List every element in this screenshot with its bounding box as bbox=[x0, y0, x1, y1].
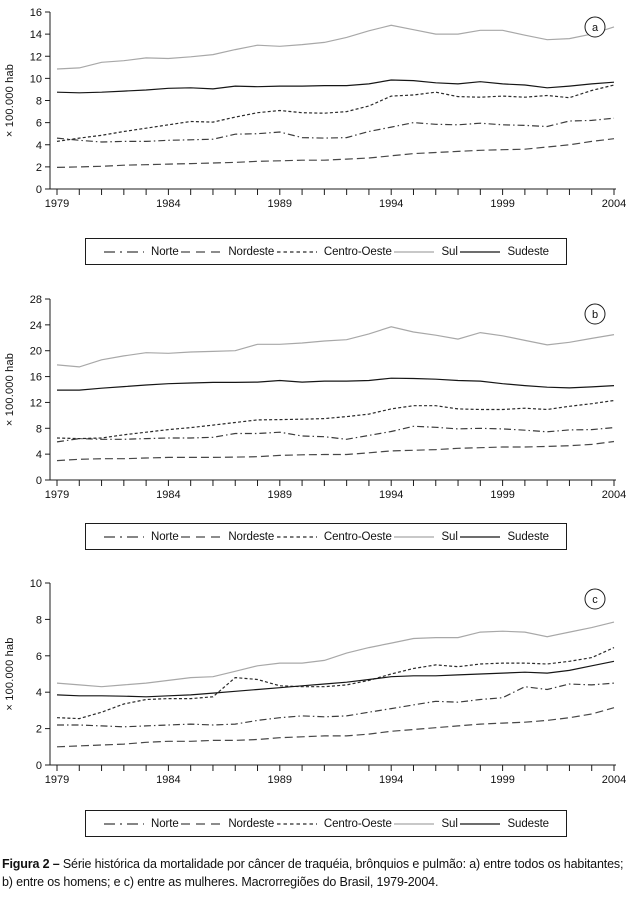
legend-item-norte bbox=[103, 531, 179, 543]
legend-item-centro-oeste bbox=[276, 246, 392, 258]
series-line-centro-oeste bbox=[57, 85, 614, 141]
sudeste-line-icon bbox=[459, 819, 501, 829]
y-tick-label: 0 bbox=[35, 475, 42, 487]
legend-box-b bbox=[85, 523, 567, 550]
x-tick-label: 1989 bbox=[267, 198, 293, 210]
y-axis-title: × 100.000 hab bbox=[4, 352, 16, 427]
sul-line-icon bbox=[393, 532, 435, 542]
legend-label-nordeste: Nordeste bbox=[228, 530, 275, 543]
y-tick-label: 20 bbox=[29, 345, 42, 358]
sul-line-icon bbox=[393, 247, 435, 257]
x-tick-label: 1984 bbox=[156, 489, 181, 501]
panel-label-a: a bbox=[591, 22, 599, 34]
sudeste-line-icon bbox=[459, 532, 501, 542]
x-tick-label: 1994 bbox=[378, 489, 404, 501]
series-line-sul bbox=[57, 25, 614, 69]
figure-caption bbox=[2, 855, 634, 891]
legend-label-sul: Sul bbox=[441, 530, 458, 543]
legend-item-sul bbox=[393, 818, 457, 830]
legend-label-norte: Norte bbox=[151, 530, 179, 543]
x-tick-label: 1989 bbox=[267, 774, 293, 786]
legend-item-sudeste bbox=[459, 818, 549, 830]
y-axis-title: × 100.000 hab bbox=[4, 637, 16, 711]
legend-label-sul: Sul bbox=[441, 245, 458, 258]
legend-item-norte bbox=[103, 246, 179, 258]
legend-item-sudeste bbox=[459, 246, 549, 258]
caption-label: Figura 2 – bbox=[2, 857, 60, 871]
series-line-norte bbox=[57, 118, 614, 142]
chart-panel-c bbox=[0, 570, 634, 802]
legend-label-sudeste: Sudeste bbox=[507, 245, 549, 258]
x-tick-label: 2004 bbox=[601, 489, 627, 501]
series-line-sul bbox=[57, 622, 614, 687]
legend-label-nordeste: Nordeste bbox=[228, 245, 275, 258]
y-tick-label: 12 bbox=[29, 51, 42, 64]
centro-oeste-line-icon bbox=[276, 819, 318, 829]
legend-item-norte bbox=[103, 818, 179, 830]
norte-line-icon bbox=[103, 819, 145, 829]
legend-box-a bbox=[85, 238, 567, 265]
chart-panel-a bbox=[0, 0, 634, 228]
nordeste-line-icon bbox=[180, 819, 222, 829]
legend-item-sul bbox=[393, 531, 457, 543]
x-tick-label: 1994 bbox=[378, 198, 404, 210]
y-tick-label: 6 bbox=[35, 650, 42, 663]
legend-item-centro-oeste bbox=[276, 531, 392, 543]
y-tick-label: 16 bbox=[29, 7, 42, 19]
centro-oeste-line-icon bbox=[276, 532, 318, 542]
series-line-centro-oeste bbox=[57, 401, 614, 439]
series-line-sudeste bbox=[57, 378, 614, 390]
y-axis-title: × 100.000 hab bbox=[4, 63, 16, 138]
x-tick-label: 1999 bbox=[490, 198, 515, 210]
chart-panel-b bbox=[0, 285, 634, 517]
series-line-nordeste bbox=[57, 139, 614, 168]
legend-label-nordeste: Nordeste bbox=[228, 817, 275, 830]
legend-label-norte: Norte bbox=[151, 817, 179, 830]
y-tick-label: 28 bbox=[29, 294, 42, 306]
y-tick-label: 10 bbox=[29, 578, 42, 590]
norte-line-icon bbox=[103, 247, 145, 257]
legend-item-sul bbox=[393, 246, 457, 258]
legend-label-centro-oeste: Centro-Oeste bbox=[323, 530, 392, 543]
legend-item-nordeste bbox=[180, 818, 274, 830]
legend-label-centro-oeste: Centro-Oeste bbox=[323, 245, 392, 258]
legend-label-norte: Norte bbox=[151, 245, 179, 258]
x-tick-label: 1984 bbox=[156, 774, 181, 786]
x-tick-label: 1999 bbox=[490, 489, 515, 501]
y-tick-label: 6 bbox=[35, 117, 42, 130]
x-tick-label: 2004 bbox=[601, 774, 627, 786]
y-tick-label: 10 bbox=[29, 73, 42, 86]
series-line-sul bbox=[57, 327, 614, 367]
panel-label-c: c bbox=[592, 594, 598, 606]
x-tick-label: 2004 bbox=[601, 198, 627, 210]
caption-text: Série histórica da mortalidade por câncer de traquéia, brônquios e pulmão: a) entre todos os habitantes; b) entre os homens; e c) entre as mulheres. Macrorregiões do Brasil, 1979-2004. bbox=[2, 857, 624, 890]
sul-line-icon bbox=[393, 819, 435, 829]
legend-item-centro-oeste bbox=[276, 818, 392, 830]
series-line-norte bbox=[57, 683, 614, 727]
nordeste-line-icon bbox=[180, 247, 222, 257]
norte-line-icon bbox=[103, 532, 145, 542]
x-tick-label: 1994 bbox=[378, 774, 404, 786]
legend-box-c bbox=[85, 810, 567, 837]
series-line-nordeste bbox=[57, 708, 614, 747]
y-tick-label: 12 bbox=[29, 397, 42, 410]
y-tick-label: 4 bbox=[35, 449, 42, 462]
y-tick-label: 4 bbox=[35, 139, 42, 152]
y-tick-label: 24 bbox=[29, 319, 42, 332]
y-tick-label: 14 bbox=[29, 29, 42, 42]
y-tick-label: 2 bbox=[35, 161, 42, 174]
x-tick-label: 1979 bbox=[44, 489, 70, 501]
series-line-norte bbox=[57, 426, 614, 442]
panel-label-b: b bbox=[591, 309, 599, 321]
legend-item-sudeste bbox=[459, 531, 549, 543]
y-tick-label: 2 bbox=[35, 723, 42, 736]
y-tick-label: 8 bbox=[35, 95, 42, 108]
legend-item-nordeste bbox=[180, 531, 274, 543]
y-tick-label: 8 bbox=[35, 423, 42, 436]
y-tick-label: 0 bbox=[35, 760, 42, 772]
legend-label-sudeste: Sudeste bbox=[507, 817, 549, 830]
nordeste-line-icon bbox=[180, 532, 222, 542]
y-tick-label: 16 bbox=[29, 371, 42, 384]
sudeste-line-icon bbox=[459, 247, 501, 257]
legend-label-sudeste: Sudeste bbox=[507, 530, 549, 543]
x-tick-label: 1989 bbox=[267, 489, 293, 501]
x-tick-label: 1999 bbox=[490, 774, 515, 786]
x-tick-label: 1984 bbox=[156, 198, 181, 210]
series-line-nordeste bbox=[57, 442, 614, 461]
y-tick-label: 0 bbox=[35, 184, 42, 196]
y-tick-label: 8 bbox=[35, 614, 42, 627]
y-tick-label: 4 bbox=[35, 687, 42, 700]
legend-item-nordeste bbox=[180, 246, 274, 258]
series-line-sudeste bbox=[57, 661, 614, 697]
x-tick-label: 1979 bbox=[44, 198, 70, 210]
centro-oeste-line-icon bbox=[276, 247, 318, 257]
series-line-sudeste bbox=[57, 80, 614, 93]
legend-label-centro-oeste: Centro-Oeste bbox=[323, 817, 392, 830]
x-tick-label: 1979 bbox=[44, 774, 70, 786]
legend-label-sul: Sul bbox=[441, 817, 458, 830]
